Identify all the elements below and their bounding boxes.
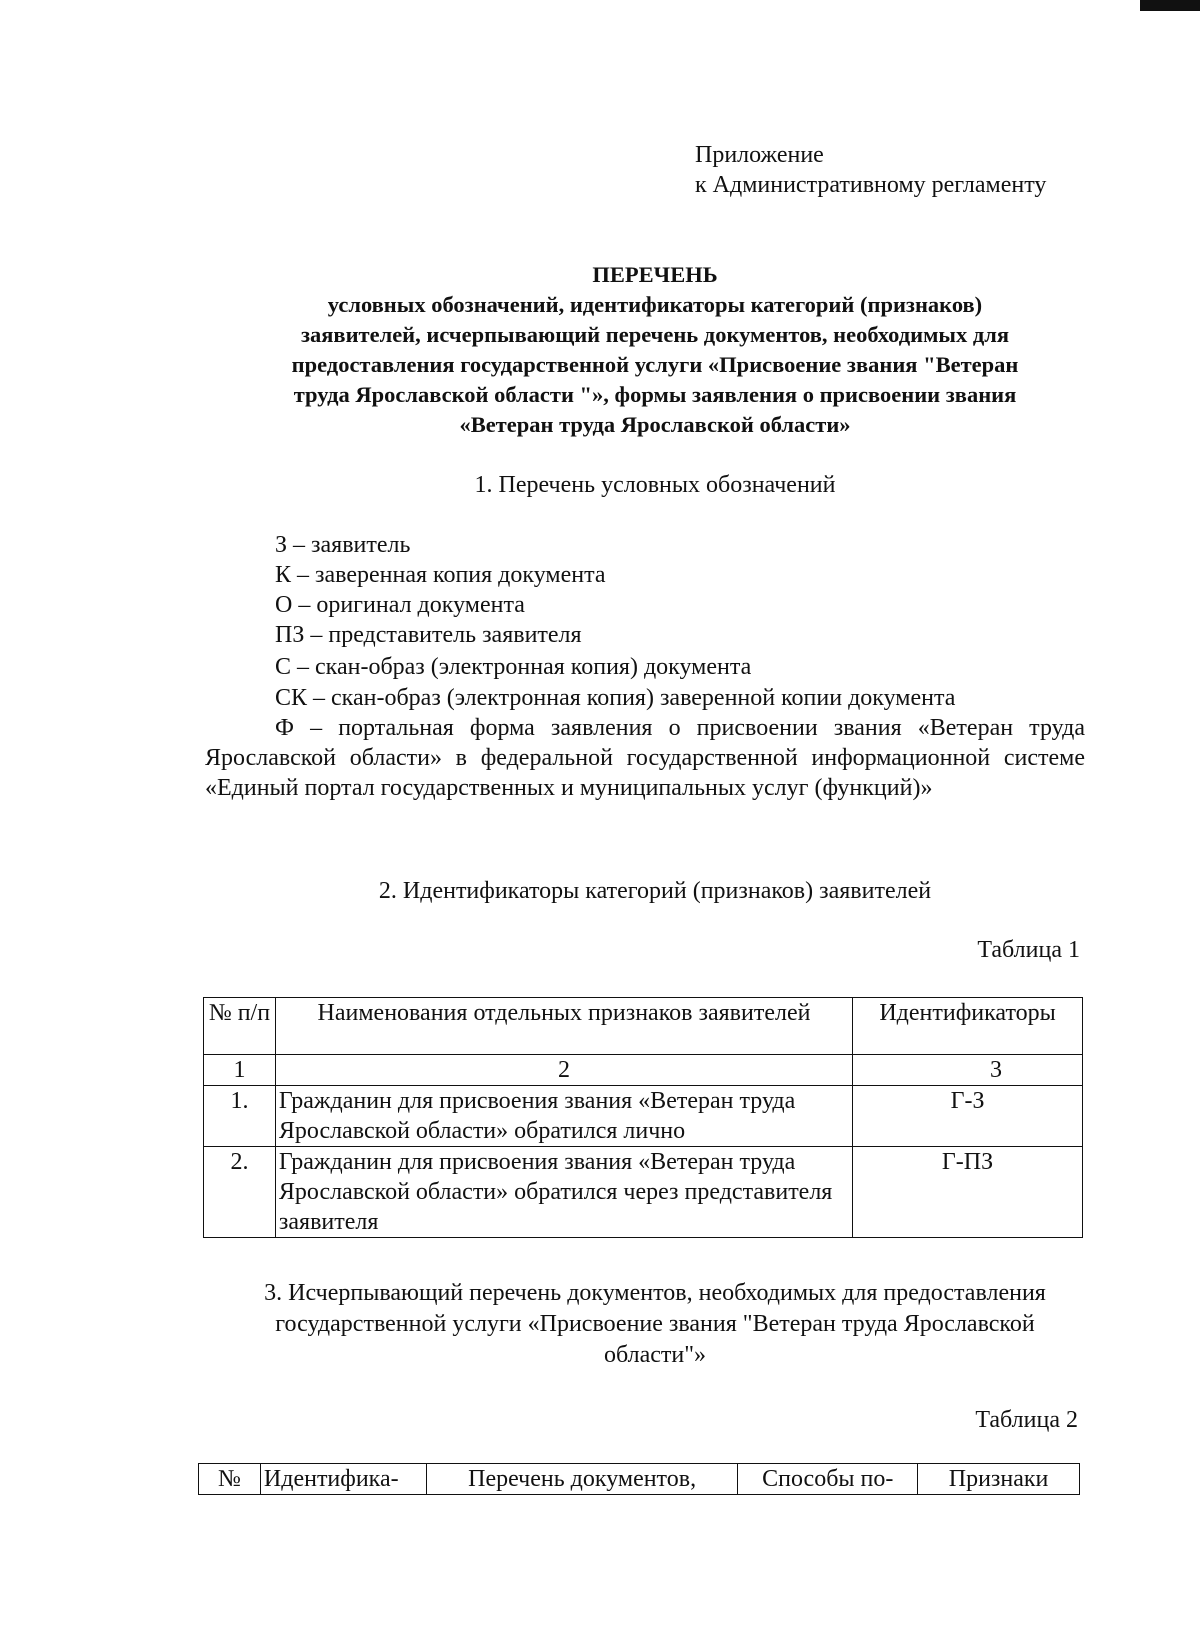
section-1-heading: 1. Перечень условных обозначений [474,472,836,498]
row-category-name: Гражданин для присвоения звания «Ветеран труда Ярославской области» обратился через представителя заявителя [275,1147,852,1238]
title-heading: ПЕРЕЧЕНЬ [592,262,718,287]
section-3-line: области"» [603,1342,707,1368]
table-row [204,1086,1083,1147]
legend-item: К – заверенная копия документа [275,562,606,588]
header-cell: Признаки [918,1464,1080,1495]
title-line: предоставления государственной услуги «Присвоение звания "Ветеран [291,352,1019,377]
table-2-label: Таблица 2 [975,1407,1078,1433]
numbering-cell: 1 [204,1055,276,1086]
table-1-label: Таблица 1 [977,937,1080,963]
applicant-categories-table [203,997,1083,1238]
header-cell: № [199,1464,261,1495]
header-cell: Идентифика- [260,1464,426,1495]
table-header-row [204,998,1083,1055]
numbering-cell: 2 [275,1055,852,1086]
legend-item: СК – скан-образ (электронная копия) заверенной копии документа [275,685,956,711]
row-category-name: Гражданин для присвоения звания «Ветеран труда Ярославской области» обратился лично [275,1086,852,1147]
section-2-heading: 2. Идентификаторы категорий (признаков) заявителей [378,878,932,904]
table-header-row [199,1464,1080,1495]
title-line: «Ветеран труда Ярославской области» [459,412,851,437]
table-numbering-row [204,1055,1083,1086]
section-3-heading [190,1278,1120,1371]
title-line: заявителей, исчерпывающий перечень документов, необходимых для [300,322,1010,347]
row-number: 1. [204,1086,276,1147]
legend-paragraph: Ф – портальная форма заявления о присвоении звания «Ветеран труда Ярославской области» в федеральной государственной информационной системе «Единый портал государственных и муниципальных услуг (функций)» [205,715,1085,801]
row-number: 2. [204,1147,276,1238]
document-title [190,260,1120,440]
header-cell: Перечень документов, [426,1464,738,1495]
numbering-cell: 3 [853,1055,1083,1086]
header-cell: № п/п [204,998,276,1055]
appendix-line-2: к Административному регламенту [695,172,1047,198]
legend-item: С – скан-образ (электронная копия) документа [275,654,752,680]
header-cell: Способы по- [738,1464,918,1495]
documents-table [198,1463,1080,1495]
table-row [204,1147,1083,1238]
title-line: труда Ярославской области "», формы заявления о присвоении звания [293,382,1017,407]
header-cell: Идентификаторы [853,998,1083,1055]
legend-item: ПЗ – представитель заявителя [275,622,582,648]
section-3-line: 3. Исчерпывающий перечень документов, необходимых для предоставления [264,1280,1046,1306]
row-identifier: Г-ПЗ [853,1147,1083,1238]
appendix-line-1: Приложение [695,142,824,168]
row-identifier: Г-З [853,1086,1083,1147]
header-cell: Наименования отдельных признаков заявителей [275,998,852,1055]
legend-item: О – оригинал документа [275,592,525,618]
title-line: условных обозначений, идентификаторы категорий (признаков) [327,292,983,317]
section-3-line: государственной услуги «Присвоение звания "Ветеран труда Ярославской [275,1311,1035,1337]
scan-corner-mark [1140,0,1200,11]
legend-item: З – заявитель [275,532,411,558]
